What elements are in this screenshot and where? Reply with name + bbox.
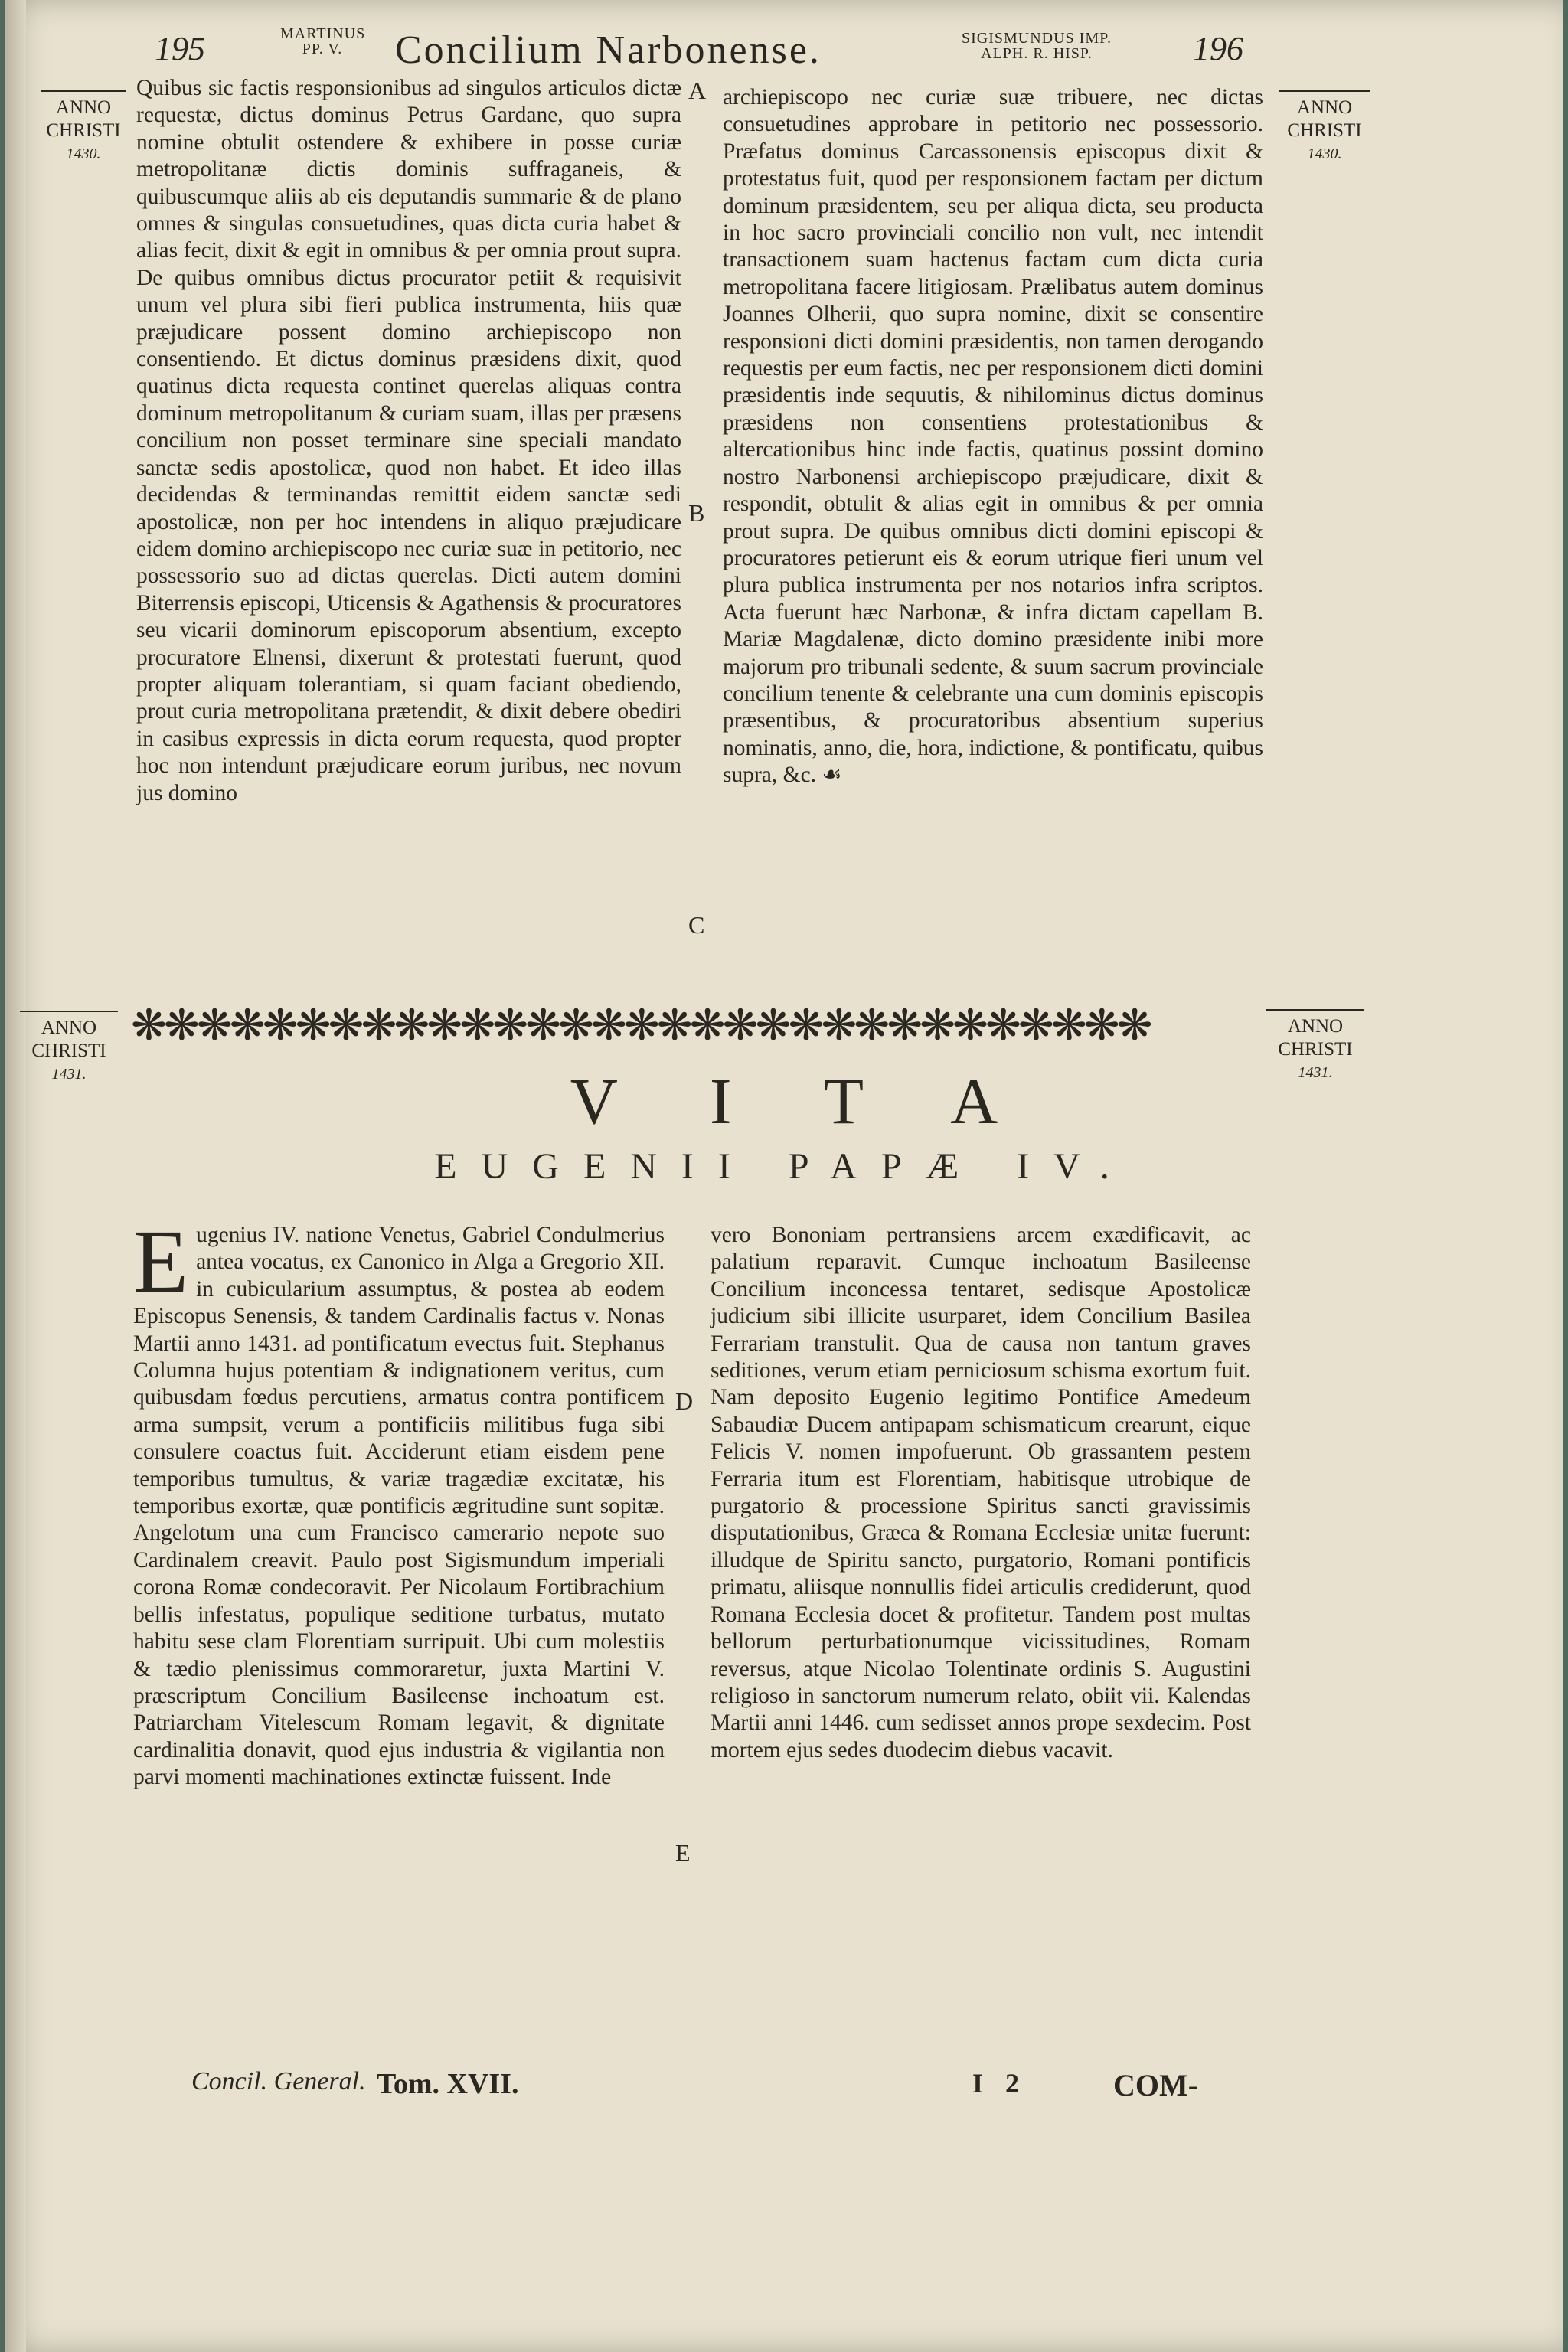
margin-letter-a: A — [688, 77, 707, 104]
year-label: 1431. — [51, 1066, 87, 1083]
text-column-bottom-right — [710, 1222, 1251, 1764]
running-head-left-line2: PP. V. — [302, 41, 343, 57]
drop-cap: E — [133, 1211, 189, 1312]
anno-label: ANNO — [1287, 1016, 1344, 1037]
margin-rule — [1279, 90, 1370, 92]
footer-signature-mark: I 2 — [972, 2068, 1027, 2099]
margin-letter-b: B — [688, 499, 705, 527]
margin-letter-e: E — [675, 1839, 691, 1867]
year-label: 1430. — [1307, 145, 1342, 162]
running-head-right-line1: SIGISMUNDUS IMP. — [961, 30, 1112, 47]
paragraph: vero Bononiam pertransiens arcem exædificavit, ac palatium reparavit. Cumque inchoatum Basileense Concilium inconcessa tentaret, sedisque Apostolicæ judicium sibi illicite usurparet, idem Concilium Basilea Ferrariam transtulit. Qua de causa non tantum graves seditiones, verum etiam perniciosum schisma exortum fuit. Nam deposito Eugenio legitimo Pontifice Amedeum Sabaudiæ Ducem antipapam schismaticum crearunt, eique Felicis V. nomen impofuerunt. Ob grassantem pestem Ferraria itum est Florentiam, habitisque utrobique de purgatorio & processione Spiritus sancti gravissimis disputationibus, Græca & Romana Ecclesiæ unitæ fuerunt: illudque de Spiritu sancto, purgatorio, Romani pontificis primatu, aliisque nonnullis fidei articulis crediderunt, quod Romana Ecclesia docet & profitetur. Tandem post multas bellorum perturbationumque vicissitudines, Romam reversus, atque Nicolao Tolentinate ordinis S. Augustini religioso in sanctorum numerum relato, obiit vii. Kalendas Martii anni 1446. cum sedisset annos prope sexdecim. Post mortem ejus sedes duodecim diebus vacavit. — [710, 1223, 1251, 1762]
footer-catchword: COM- — [1113, 2068, 1199, 2102]
paragraph: ugenius IV. natione Venetus, Gabriel Condulmerius antea vocatus, ex Canonico in Alga a Gregorio XII. in cubicularium assumptus, & postea ab eodem Episcopus Senensis, & tandem Cardinalis factus v. Nonas Martii anno 1431. ad pontificatum evectus fuit. Stephanus Columna hujus potentiam & indignationem veritus, cum quibusdam fœdus percutiens, armatus contra pontificem arma sumpsit, verum a pontificiis militibus fuga sibi consulere coactus fuit. Acciderunt etiam eisdem pene temporibus tumultus, & variæ tragædiæ excitatæ, his temporibus exortæ, quæ pontificis ægritudine sunt sopitæ. Angelotum una cum Francisco camerario nepote suo Cardinalem creavit. Paulo post Sigismundum imperiali corona Romæ condecoravit. Per Nicolaum Fortibrachium bellis infestatus, populique seditione turbatus, mutato habitu sese clam Florentiam surripuit. Ubi cum molestiis & tædio plenissimus commoraretur, juxta Martini V. præscriptum Concilium Basileense inchoatum est. Patriarcham Vitelescum Romam legavit, & dignitate cardinalitia donavit, quod ejus industria & vigilantia non parvi momenti machinationes extinctæ fuissent. Inde — [133, 1223, 665, 1790]
margin-rule — [1266, 1009, 1364, 1011]
year-label: 1430. — [66, 145, 101, 162]
christi-label: CHRISTI — [31, 1040, 106, 1061]
margin-year-note-right — [1279, 90, 1370, 165]
ornamental-headband: ❋❋❋❋❋❋❋❋❋❋❋❋❋❋❋❋❋❋❋❋❋❋❋❋❋❋❋❋❋❋❋ — [131, 1001, 1150, 1050]
page-number-left: 195 — [155, 30, 205, 67]
margin-rule — [41, 90, 126, 92]
margin-letter-d: D — [675, 1387, 694, 1415]
year-label: 1431. — [1298, 1064, 1333, 1081]
christi-label: CHRISTI — [1287, 120, 1362, 141]
margin-letter-c: C — [688, 911, 705, 939]
anno-label: ANNO — [55, 97, 112, 118]
text-column-top-right — [723, 84, 1263, 789]
paragraph: archiepiscopo nec curiæ suæ tribuere, nec dictas consuetudines approbare in petitorio nec possessorio. Præfatus dominus Carcassonensis episcopus dixit & protestatus fuit, quod per responsionem factam per dictum dominum præsidentem, seu per aliqua dicta, seu producta in hoc sacro provinciali concilio non vult, nec intendit transactionem suam hactenus factam cum dicta curia metropolitana facere litigiosam. Prælibatus autem dominus Joannes Olherii, quo supra nomine, dixit se consentire responsioni dicti domini præsidentis, non tamen derogando requestis per eum factis, nec per responsionem dicti domini præsidentis inde sequutis, & nihilominus dictus dominus præsidens non consentiens protestationibus & altercationibus hinc inde factis, quatinus possint domino nostro Narbonensi archiepiscopo præjudicare, dixit & respondit, obtulit & alias egit in omnibus & per omnia prout supra. De quibus omnibus dicti domini episcopi & procuratores petierunt eis & eorum utrique fieri unum vel plura publica instrumenta per nos notarios infra scriptos. Acta fuerunt hæc Narbonæ, & infra dictam capellam B. Mariæ Magdalenæ, dicto domino præsidente inibi more majorum pro tribunali sedente, & suum sacrum provinciale concilium tenente & celebrante una cum dominis episcopis præsentibus, & procuratoribus absentium superius nominatis, anno, die, hora, indictione, & pontificatu, quibus supra, &c. ☙ — [723, 85, 1263, 788]
text-column-top-left — [136, 75, 681, 807]
running-head-left — [280, 26, 364, 57]
margin-year-note-left — [41, 90, 126, 165]
running-title: Concilium Narbonense. — [395, 28, 822, 72]
anno-label: ANNO — [41, 1018, 97, 1038]
running-head-right-line2: ALPH. R. HISP. — [981, 45, 1093, 62]
christi-label: CHRISTI — [46, 120, 121, 141]
book-page — [5, 0, 1563, 2352]
running-head-right — [960, 31, 1113, 61]
section-subtitle: EUGENII PAPÆ IV. — [434, 1146, 1134, 1187]
running-head-left-line1: MARTINUS — [280, 25, 366, 42]
section-title: VITA — [570, 1064, 1090, 1138]
text-column-bottom-left — [133, 1211, 665, 1792]
footer-work-title: Concil. General. — [191, 2067, 366, 2096]
anno-label: ANNO — [1296, 97, 1353, 118]
margin-rule — [20, 1011, 118, 1012]
paragraph: Quibus sic factis responsionibus ad singulos articulos dictæ requestæ, dictus dominus Petrus Gardane, quo supra nomine obtulit ostendere & exhibere in posse curiæ metropolitanæ dictis dominis suffraganeis, & quibuscumque aliis ab eis deputandis summarie & de plano omnes & singulas consuetudines, quas dicta curia habet & alias fecit, dixit & egit in omnibus & per omnia prout supra. De quibus omnibus dictus procurator petiit & requisivit unum vel plura sibi fieri publica instrumenta, hiis quæ præjudicare possent domino archiepiscopo non consentiendo. Et dictus dominus præsidens dixit, quod quatinus dicta requesta continet querelas aliquas contra dominum metropolitanum & curiam suam, illas per præsens concilium non posset terminare sine speciali mandato sanctæ sedis apostolicæ, quod non habet. Et ideo illas decidendas & terminandas remittit eidem sanctæ sedi apostolicæ, non per hoc intendens in aliquo præjudicare eidem domino archiepiscopo nec curiæ suæ in petitorio, nec possessorio suo ad dictas querelas. Dicti autem domini Biterrensis episcopi, Uticensis & Agathensis & procuratores seu vicarii dominorum episcoporum absentium, excepto procuratore Elnensi, dixerunt & protestati fuerunt, quod propter aliquam tolerantiam, si quam faciant obediendo, prout curia metropolitana prætendit, & dixit debere obediri in casibus expressis in dicta eorum requesta, quod propter hoc non intendunt præjudicare eorum juribus, nec novum jus domino — [136, 76, 681, 805]
footer-volume: Tom. XVII. — [377, 2068, 519, 2100]
page-number-right: 196 — [1193, 30, 1243, 67]
christi-label: CHRISTI — [1278, 1039, 1353, 1060]
